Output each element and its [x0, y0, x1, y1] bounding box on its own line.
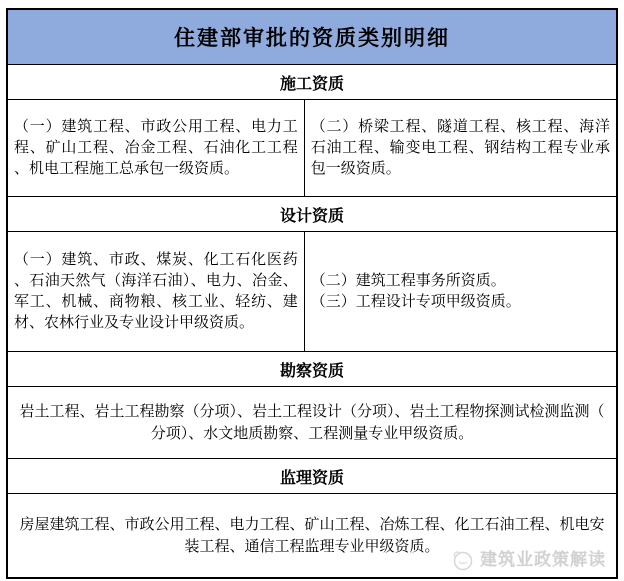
section-header-label: 监理资质 — [279, 469, 344, 487]
section-survey-body — [8, 387, 616, 459]
section-construction-body — [8, 100, 616, 197]
page-title: 住建部审批的资质类别明细 — [174, 26, 450, 50]
design-right-cell — [305, 232, 616, 351]
cell-text: （一）建筑工程、市政公用工程、电力工程、矿山工程、冶金工程、石油化工工程、机电工程施工总承包一级资质。 — [14, 118, 298, 177]
cell-text: 岩土工程、岩土工程勘察（分项）、岩土工程设计（分项）、岩土工程物探测试检测监测（分项）、水文地质勘察、工程测量专业甲级资质。 — [19, 403, 605, 442]
section-header-supervision — [8, 459, 616, 494]
design-left-cell — [8, 232, 305, 351]
cell-text: （二）桥梁工程、隧道工程、核工程、海洋石油工程、输变电工程、钢结构工程专业承包一级资质。 — [310, 118, 610, 177]
section-design-body — [8, 232, 616, 352]
section-header-label: 勘察资质 — [279, 362, 344, 380]
section-header-survey — [8, 352, 616, 387]
section-header-label: 施工资质 — [279, 75, 344, 93]
section-header-design — [8, 197, 616, 232]
construction-left-cell — [8, 100, 305, 196]
watermark-label: 建筑业政策解读 — [480, 550, 606, 569]
cell-text: （一）建筑、市政、煤炭、化工石化医药、石油天然气（海洋石油）、电力、冶金、军工、机械、商物粮、核工业、轻纺、建材、农林行业及专业设计甲级资质。 — [14, 251, 298, 331]
qualification-table — [6, 8, 618, 579]
table-title-bar — [8, 10, 616, 65]
section-header-label: 设计资质 — [279, 207, 344, 225]
section-header-construction — [8, 65, 616, 100]
construction-right-cell — [305, 100, 616, 196]
cell-text: （二）建筑工程事务所资质。 — [310, 272, 506, 289]
cell-text: 房屋建筑工程、市政公用工程、电力工程、矿山工程、冶炼工程、化工石油工程、机电安装工程、通信工程监理专业甲级资质。 — [19, 516, 605, 555]
cell-text: （三）工程设计专项甲级资质。 — [310, 293, 521, 310]
section-supervision-body — [8, 494, 616, 577]
